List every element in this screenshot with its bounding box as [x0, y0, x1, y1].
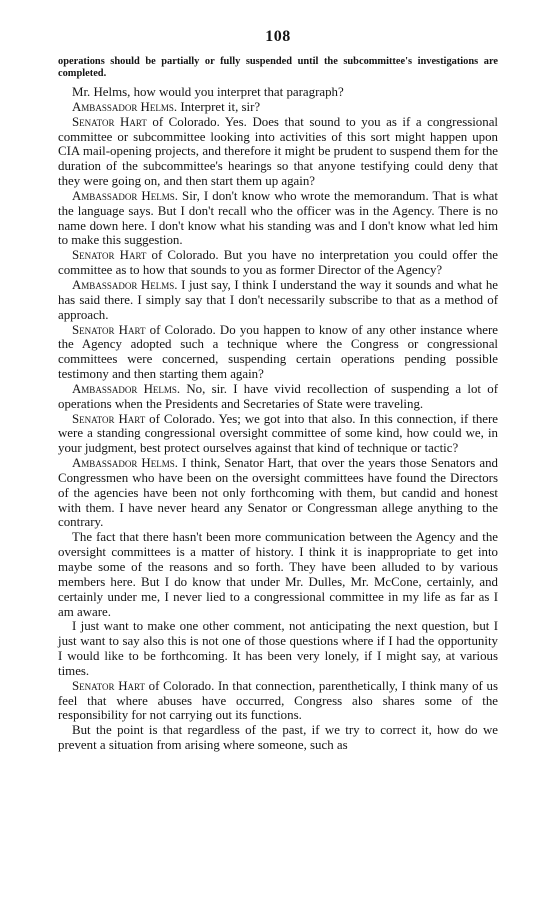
speaker-name: Senator Hart	[72, 114, 147, 129]
paragraph-text: of Colorado. Do you happen to know of any other instance where the Agency adopted such a technique where the Congress or congressional committees were concerned, suspending certain operations pending possible testimony and then starting them again?	[58, 322, 499, 382]
testimony-paragraph	[58, 323, 498, 382]
testimony-paragraph	[58, 115, 498, 189]
speaker-name: Senator Hart	[72, 411, 146, 426]
testimony-paragraph	[58, 189, 498, 248]
paragraph-text: I think, Senator Hart, that over the years those Senators and Congressmen who have been on the oversight committees have found the Directors of the agencies have been not only forthcoming with them, but candid and honest with them. I have never heard any Senator or Congressman allege anything to the contrary.	[58, 456, 498, 530]
paragraph-text: I just want to make one other comment, not anticipating the next question, but I just want to say also this is not one of those questions where if I had the opportunity I would like to be forthcoming. It has been very lonely, if I might say, at various times.	[58, 619, 498, 678]
paragraph-text: of Colorado. But you have no interpretation you could offer the committee as to how that sounds to you as former Director of the Agency?	[58, 248, 499, 278]
speaker-name: Senator Hart	[72, 248, 147, 263]
testimony-paragraph	[58, 679, 498, 724]
paragraph-text: The fact that there hasn't been more communication between the Agency and the oversight committees is a matter of history. I think it is inappropriate to get into maybe some of the reasons and so forth. They have been alluded to by various members here. But I do know that under Mr. Dulles, Mr. McCone, certainly, and certainly under me, I never lied to a congressional committee in my life as far as I am aware.	[58, 530, 498, 619]
paragraph-text: of Colorado. Yes; we got into that also. In this connection, if there were a standing congressional oversight committee of some kind, how could we, in your judgment, best protect ourselves against that kind of technique or tactic?	[58, 411, 499, 456]
testimony-paragraph	[58, 723, 498, 753]
testimony-body	[58, 85, 498, 753]
speaker-name: Ambassador Helms.	[72, 381, 181, 396]
testimony-paragraph	[58, 619, 498, 678]
paragraph-text: Mr. Helms, how would you interpret that paragraph?	[72, 85, 344, 99]
paragraph-text: No, sir. I have vivid recollection of suspending a lot of operations when the Presidents and Secretaries of State were traveling.	[58, 381, 498, 411]
speaker-name: Ambassador Helms.	[72, 188, 178, 203]
testimony-paragraph	[58, 85, 498, 100]
paragraph-text: Interpret it, sir?	[177, 99, 261, 114]
page-number: 108	[265, 28, 291, 45]
continued-text: operations should be partially or fully suspended until the subcommittee's investigations are completed.	[58, 56, 498, 79]
testimony-paragraph	[58, 530, 498, 619]
testimony-paragraph	[58, 278, 498, 323]
speaker-name: Ambassador Helms.	[72, 99, 178, 114]
document-page	[58, 28, 498, 753]
paragraph-text: But the point is that regardless of the past, if we try to correct it, how do we prevent a situation from arising where someone, such as	[58, 723, 498, 753]
testimony-paragraph	[58, 100, 498, 115]
speaker-name: Ambassador Helms.	[72, 277, 178, 292]
paragraph-text: of Colorado. Yes. Does that sound to you as if a congressional committee or subcommittee looking into activities of this sort might happen upon CIA mail-opening projects, and therefore it might be prudent to suspend them for the duration of the subcommittee's hearings so that anyone testifying could deny that they were going on, and then start them up again?	[58, 114, 498, 189]
speaker-name: Senator Hart	[72, 322, 146, 337]
speaker-name: Senator Hart	[72, 678, 145, 693]
testimony-paragraph	[58, 412, 498, 457]
paragraph-text: I just say, I think I understand the way it sounds and what he has said there. I simply say that I don't necessarily subscribe to that as a method of approach.	[58, 277, 498, 322]
testimony-paragraph	[58, 382, 498, 412]
speaker-name: Ambassador Helms.	[72, 456, 178, 471]
paragraph-text: of Colorado. In that connection, parenthetically, I think many of us feel that where abuses have occurred, Congress also shares some of the responsibility for not carrying out its functions.	[58, 678, 498, 723]
paragraph-text: Sir, I don't know who wrote the memorandum. That is what the language says. But I don't recall who the officer was in the Agency. There is no name down here. I don't know what his standing was and I don't know what led him to make this suggestion.	[58, 188, 498, 248]
testimony-paragraph	[58, 456, 498, 530]
testimony-paragraph	[58, 248, 498, 278]
